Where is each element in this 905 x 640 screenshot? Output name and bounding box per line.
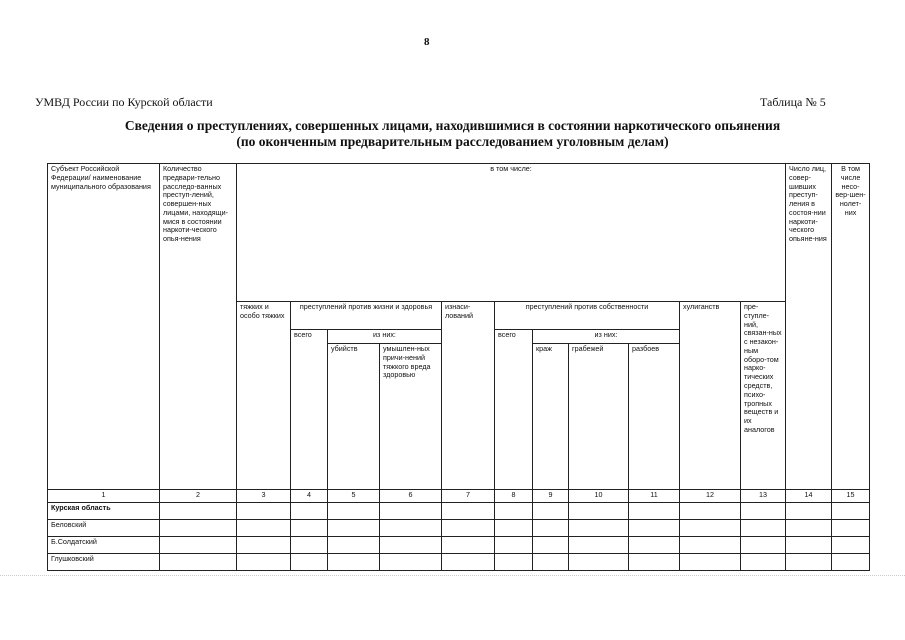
- column-number: 15: [832, 490, 870, 503]
- column-number: 5: [328, 490, 380, 503]
- header-against-property: преступлений против собственности: [495, 302, 680, 330]
- header-including: в том числе:: [237, 164, 786, 302]
- document-title: Сведения о преступлениях, совершенных лицами, находившимися в состоянии наркотического опьянения: [124, 118, 781, 133]
- table-row: [48, 554, 870, 571]
- column-number: 12: [680, 490, 741, 503]
- table-row: [48, 537, 870, 554]
- header-crime-count: Количество предвари-тельно расследо-ванных преступ-лений, совершен-ных лицами, находящи-мися в состоянии наркоти-ческого опья-нения: [160, 164, 237, 490]
- table-row: [48, 503, 870, 520]
- column-number: 9: [533, 490, 569, 503]
- column-number: 10: [569, 490, 629, 503]
- header-against-life: преступлений против жизни и здоровья: [291, 302, 442, 330]
- organization-name: УМВД России по Курской области: [35, 95, 213, 109]
- column-number: 11: [629, 490, 680, 503]
- column-number: 14: [786, 490, 832, 503]
- column-number: 13: [741, 490, 786, 503]
- page-number: 8: [424, 36, 430, 48]
- header-property-of-them: из них:: [533, 330, 680, 344]
- row-label: Курская область: [48, 503, 160, 520]
- column-number: 4: [291, 490, 328, 503]
- header-intentional-harm: умышлен-ных причи-нений тяжкого вреда здоровью: [380, 344, 442, 490]
- header-life-total: всего: [291, 330, 328, 490]
- header-hooliganism: хулиганств: [680, 302, 741, 490]
- header-grave: тяжких и особо тяжких: [237, 302, 291, 490]
- header-life-of-them: из них:: [328, 330, 442, 344]
- column-number: 6: [380, 490, 442, 503]
- header-assaults: разбоев: [629, 344, 680, 490]
- header-subject: Субъект Российской Федерации/ наименование муниципального образования: [48, 164, 160, 490]
- header-robberies: грабежей: [569, 344, 629, 490]
- row-label: Б.Солдатский: [48, 537, 160, 554]
- header-thefts: краж: [533, 344, 569, 490]
- statistics-table: [47, 163, 870, 571]
- row-label: Глушковский: [48, 554, 160, 571]
- header-minors: В том числе несо-вер-шен-нолет-них: [832, 164, 870, 490]
- header-rape: изнаси-лований: [442, 302, 495, 490]
- header-property-total: всего: [495, 330, 533, 490]
- header-drug-crimes: пре-ступле-ний, связан-ных с незакон-ным оборо-том нарко-тических средств, психо-тропных веществ и их аналогов: [741, 302, 786, 490]
- document-subtitle: (по оконченным предварительным расследованием уголовным делам): [236, 134, 669, 149]
- column-number: 1: [48, 490, 160, 503]
- header-persons: Число лиц, совер-шивших преступ-ления в состоя-нии наркоти-ческого опьяне-ния: [786, 164, 832, 490]
- table-number: Таблица № 5: [760, 95, 826, 109]
- column-number: 2: [160, 490, 237, 503]
- table-row: [48, 520, 870, 537]
- column-number: 7: [442, 490, 495, 503]
- page-divider: [0, 575, 905, 576]
- column-number: 8: [495, 490, 533, 503]
- header-murders: убийств: [328, 344, 380, 490]
- column-number: 3: [237, 490, 291, 503]
- row-label: Беловский: [48, 520, 160, 537]
